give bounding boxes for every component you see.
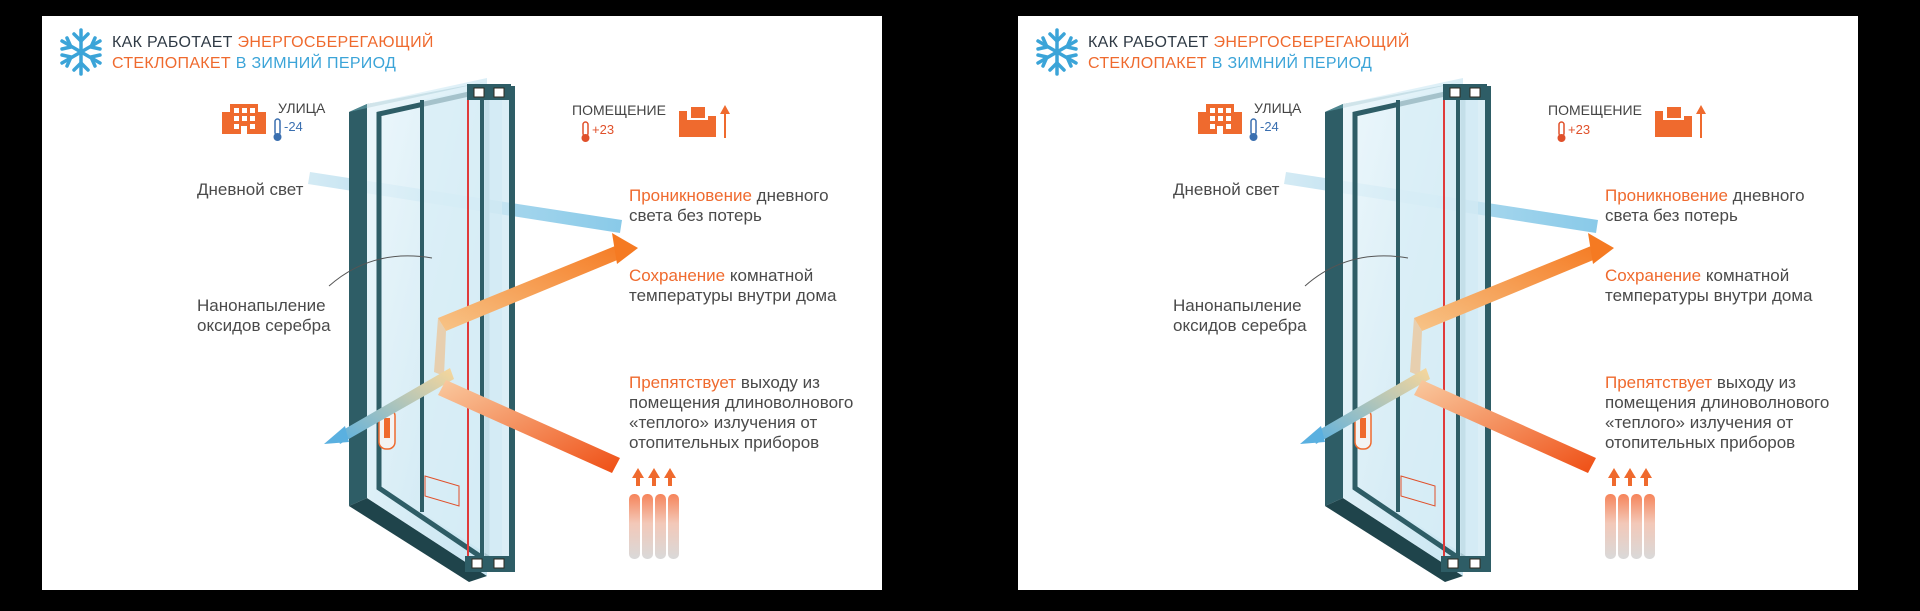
inside-label: ПОМЕЩЕНИЕ [1548, 102, 1642, 118]
benefit-radiation: Препятствует выходу из помещения длиноволнового «теплого» излучения от отопительных приборов [1605, 373, 1830, 452]
window-frame [349, 78, 513, 582]
coating-label: Нанонапыление оксидов серебра [197, 296, 331, 335]
outside-label: УЛИЦА [278, 100, 326, 116]
daylight-label: Дневной свет [197, 180, 304, 199]
thermometer-icon [1250, 119, 1258, 141]
infographic-title: КАК РАБОТАЕТ ЭНЕРГОСБЕРЕГАЮЩИЙ СТЕКЛОПАКЕТ В ЗИМНИЙ ПЕРИОД [1088, 34, 1410, 72]
building-icon [222, 104, 266, 134]
snowflake-icon [62, 30, 100, 74]
coating-label: Нанонапыление оксидов серебра [1173, 296, 1307, 335]
snowflake-icon [1038, 30, 1076, 74]
thermometer-icon [1558, 122, 1566, 142]
benefit-radiation: Препятствует выходу из помещения длиноволнового «теплого» излучения от отопительных приборов [629, 373, 854, 452]
building-icon [1198, 104, 1242, 134]
outside-temperature: -24 [1260, 119, 1279, 134]
inside-temperature: +23 [1568, 122, 1591, 137]
inside-label: ПОМЕЩЕНИЕ [572, 102, 666, 118]
sofa-lamp-icon [679, 105, 730, 138]
thermometer-icon [582, 122, 590, 142]
infographic-panel-right [1018, 16, 1858, 590]
window-frame [1325, 78, 1489, 582]
infographic-title: КАК РАБОТАЕТ ЭНЕРГОСБЕРЕГАЮЩИЙ СТЕКЛОПАКЕТ В ЗИМНИЙ ПЕРИОД [112, 34, 434, 72]
benefit-daylight: Проникновение дневного света без потерь [1605, 186, 1805, 225]
outside-temperature: -24 [284, 119, 303, 134]
radiator-icon [1605, 468, 1655, 559]
benefit-temperature: Сохранение комнатной температуры внутри дома [1605, 266, 1813, 305]
thermometer-icon [274, 119, 282, 141]
infographic-panel-left [42, 16, 882, 590]
benefit-daylight: Проникновение дневного света без потерь [629, 186, 829, 225]
radiator-icon [629, 468, 679, 559]
sofa-lamp-icon [1655, 105, 1706, 138]
outside-label: УЛИЦА [1254, 100, 1302, 116]
benefit-temperature: Сохранение комнатной температуры внутри дома [629, 266, 837, 305]
inside-temperature: +23 [592, 122, 615, 137]
daylight-label: Дневной свет [1173, 180, 1280, 199]
